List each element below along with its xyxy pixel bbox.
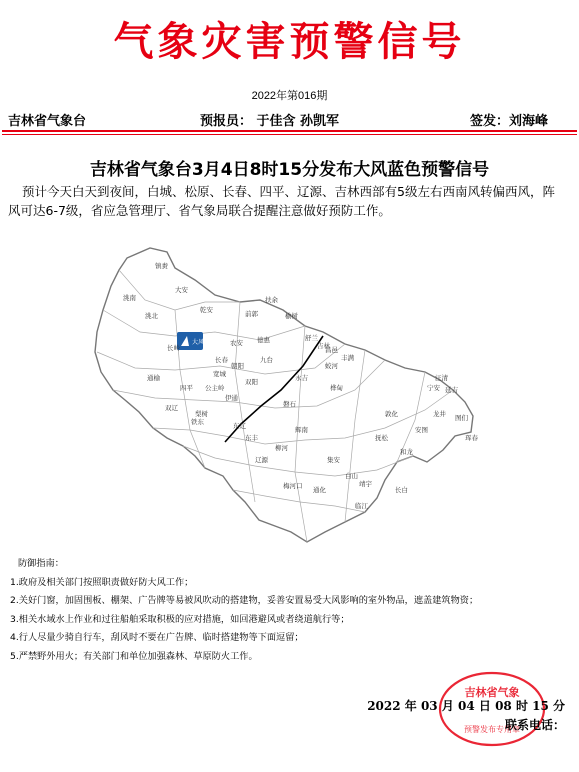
place-label: 伊通 bbox=[225, 394, 238, 402]
defense-item: 3.相关水域水上作业和过往船舶采取积极的应对措施，如回港避风或者绕道航行等； bbox=[10, 613, 350, 625]
signal-label: 大风 bbox=[192, 339, 205, 346]
place-label: 桦甸 bbox=[330, 384, 343, 392]
place-label: 靖宇 bbox=[359, 480, 372, 488]
province-outline bbox=[95, 248, 473, 542]
place-label: 舒兰 bbox=[305, 334, 318, 342]
signer: 签发：刘海峰 bbox=[470, 114, 549, 129]
place-label: 宁安 bbox=[427, 384, 440, 392]
place-label: 临江 bbox=[355, 502, 368, 510]
place-label: 柳河 bbox=[275, 444, 288, 452]
place-label: 和龙 bbox=[400, 448, 413, 456]
place-label: 抚松 bbox=[375, 434, 388, 442]
place-label: 梅河口 bbox=[283, 482, 303, 490]
defense-heading: 防御指南： bbox=[18, 558, 64, 569]
place-label: 长春 bbox=[215, 356, 228, 364]
place-label: 洮南 bbox=[123, 294, 136, 302]
defense-item: 4.行人尽量少骑自行车，刮风时不要在广告牌、临时搭建物等下面逗留； bbox=[10, 632, 304, 644]
place-label: 辉南 bbox=[295, 426, 308, 434]
place-label: 朝阳 bbox=[231, 362, 244, 370]
place-label: 吉林 bbox=[317, 342, 330, 350]
place-label: 公主岭 bbox=[205, 384, 225, 392]
place-label: 农安 bbox=[230, 339, 243, 347]
place-label: 四平 bbox=[180, 384, 193, 392]
defense-guide bbox=[10, 555, 570, 667]
warning-lead-paragraph: 预计今天白天到夜间，白城、松原、长春、四平、辽源、吉林西部有5级左右西南风转偏西风，阵风可达6-7级，省应急管理厅、省气象局联合提醒注意做好预防工作。 bbox=[8, 184, 555, 218]
place-label: 永吉 bbox=[295, 374, 308, 382]
issue-datetime: 2022 年 03 月 04 日 08 时 15 分 bbox=[367, 699, 565, 713]
header-rule-thin bbox=[2, 134, 577, 135]
place-label: 洮北 bbox=[145, 312, 158, 320]
defense-item: 5.严禁野外用火；有关部门和单位加强森林、草原防火工作。 bbox=[10, 650, 258, 662]
place-label: 九台 bbox=[260, 356, 273, 364]
place-label: 辽源 bbox=[255, 456, 268, 464]
issuing-office: 吉林省气象台 bbox=[8, 114, 87, 129]
place-label: 前郭 bbox=[245, 310, 258, 318]
place-label: 龙井 bbox=[433, 410, 446, 418]
place-label: 榆树 bbox=[285, 312, 298, 320]
place-label: 扶余 bbox=[265, 296, 278, 304]
place-label: 丰满 bbox=[341, 354, 354, 362]
place-label: 珲春 bbox=[465, 434, 478, 442]
place-label: 长白 bbox=[395, 486, 408, 494]
defense-item: 1.政府及相关部门按照职责做好防大风工作； bbox=[10, 576, 194, 588]
place-label: 通榆 bbox=[147, 374, 160, 382]
issue-number: 2022年第016期 bbox=[251, 90, 328, 102]
contact-phone-label: 联系电话： bbox=[504, 718, 565, 732]
place-label: 乾安 bbox=[200, 306, 213, 314]
place-label: 双辽 bbox=[165, 404, 178, 412]
place-label: 汪清 bbox=[435, 374, 448, 382]
place-label: 集安 bbox=[327, 456, 340, 464]
place-label: 梨树 bbox=[195, 410, 208, 418]
wind-warning-icon bbox=[177, 332, 204, 350]
place-label: 安图 bbox=[415, 426, 428, 434]
place-label: 白山 bbox=[345, 472, 358, 480]
place-label: 磐石 bbox=[283, 400, 296, 408]
place-label: 大安 bbox=[175, 286, 188, 294]
warning-headline: 吉林省气象台3月4日8时15分发布大风蓝色预警信号 bbox=[89, 160, 490, 180]
place-label: 通化 bbox=[313, 486, 326, 494]
header-rule bbox=[2, 130, 577, 132]
province-map bbox=[55, 240, 515, 545]
place-label: 镇赉 bbox=[155, 262, 168, 270]
seal-subtext: 预警发布专用章 bbox=[464, 725, 520, 734]
place-label: 德惠 bbox=[257, 336, 270, 344]
document-title: 气象灾害预警信号 bbox=[113, 18, 466, 65]
place-label: 铁东 bbox=[191, 418, 204, 426]
place-label: 东辽 bbox=[233, 422, 246, 430]
place-label: 敦化 bbox=[385, 410, 398, 418]
place-label: 延吉 bbox=[445, 386, 458, 394]
place-label: 宽城 bbox=[213, 370, 226, 378]
forecaster: 预报员： 于佳含 孙凯军 bbox=[200, 114, 340, 129]
place-label: 图们 bbox=[455, 414, 468, 422]
place-label: 昌邑 bbox=[325, 346, 338, 354]
place-label: 东丰 bbox=[245, 434, 258, 442]
place-label: 双阳 bbox=[245, 378, 258, 386]
defense-item: 2.关好门窗，加固围板、棚架、广告牌等易被风吹动的搭建物，妥善安置易受大风影响的室外物品，遮盖建筑物资； bbox=[10, 595, 479, 607]
seal-text: 吉林省气象 bbox=[464, 686, 520, 699]
place-label: 蛟河 bbox=[325, 362, 338, 370]
place-label: 长岭 bbox=[167, 344, 180, 352]
